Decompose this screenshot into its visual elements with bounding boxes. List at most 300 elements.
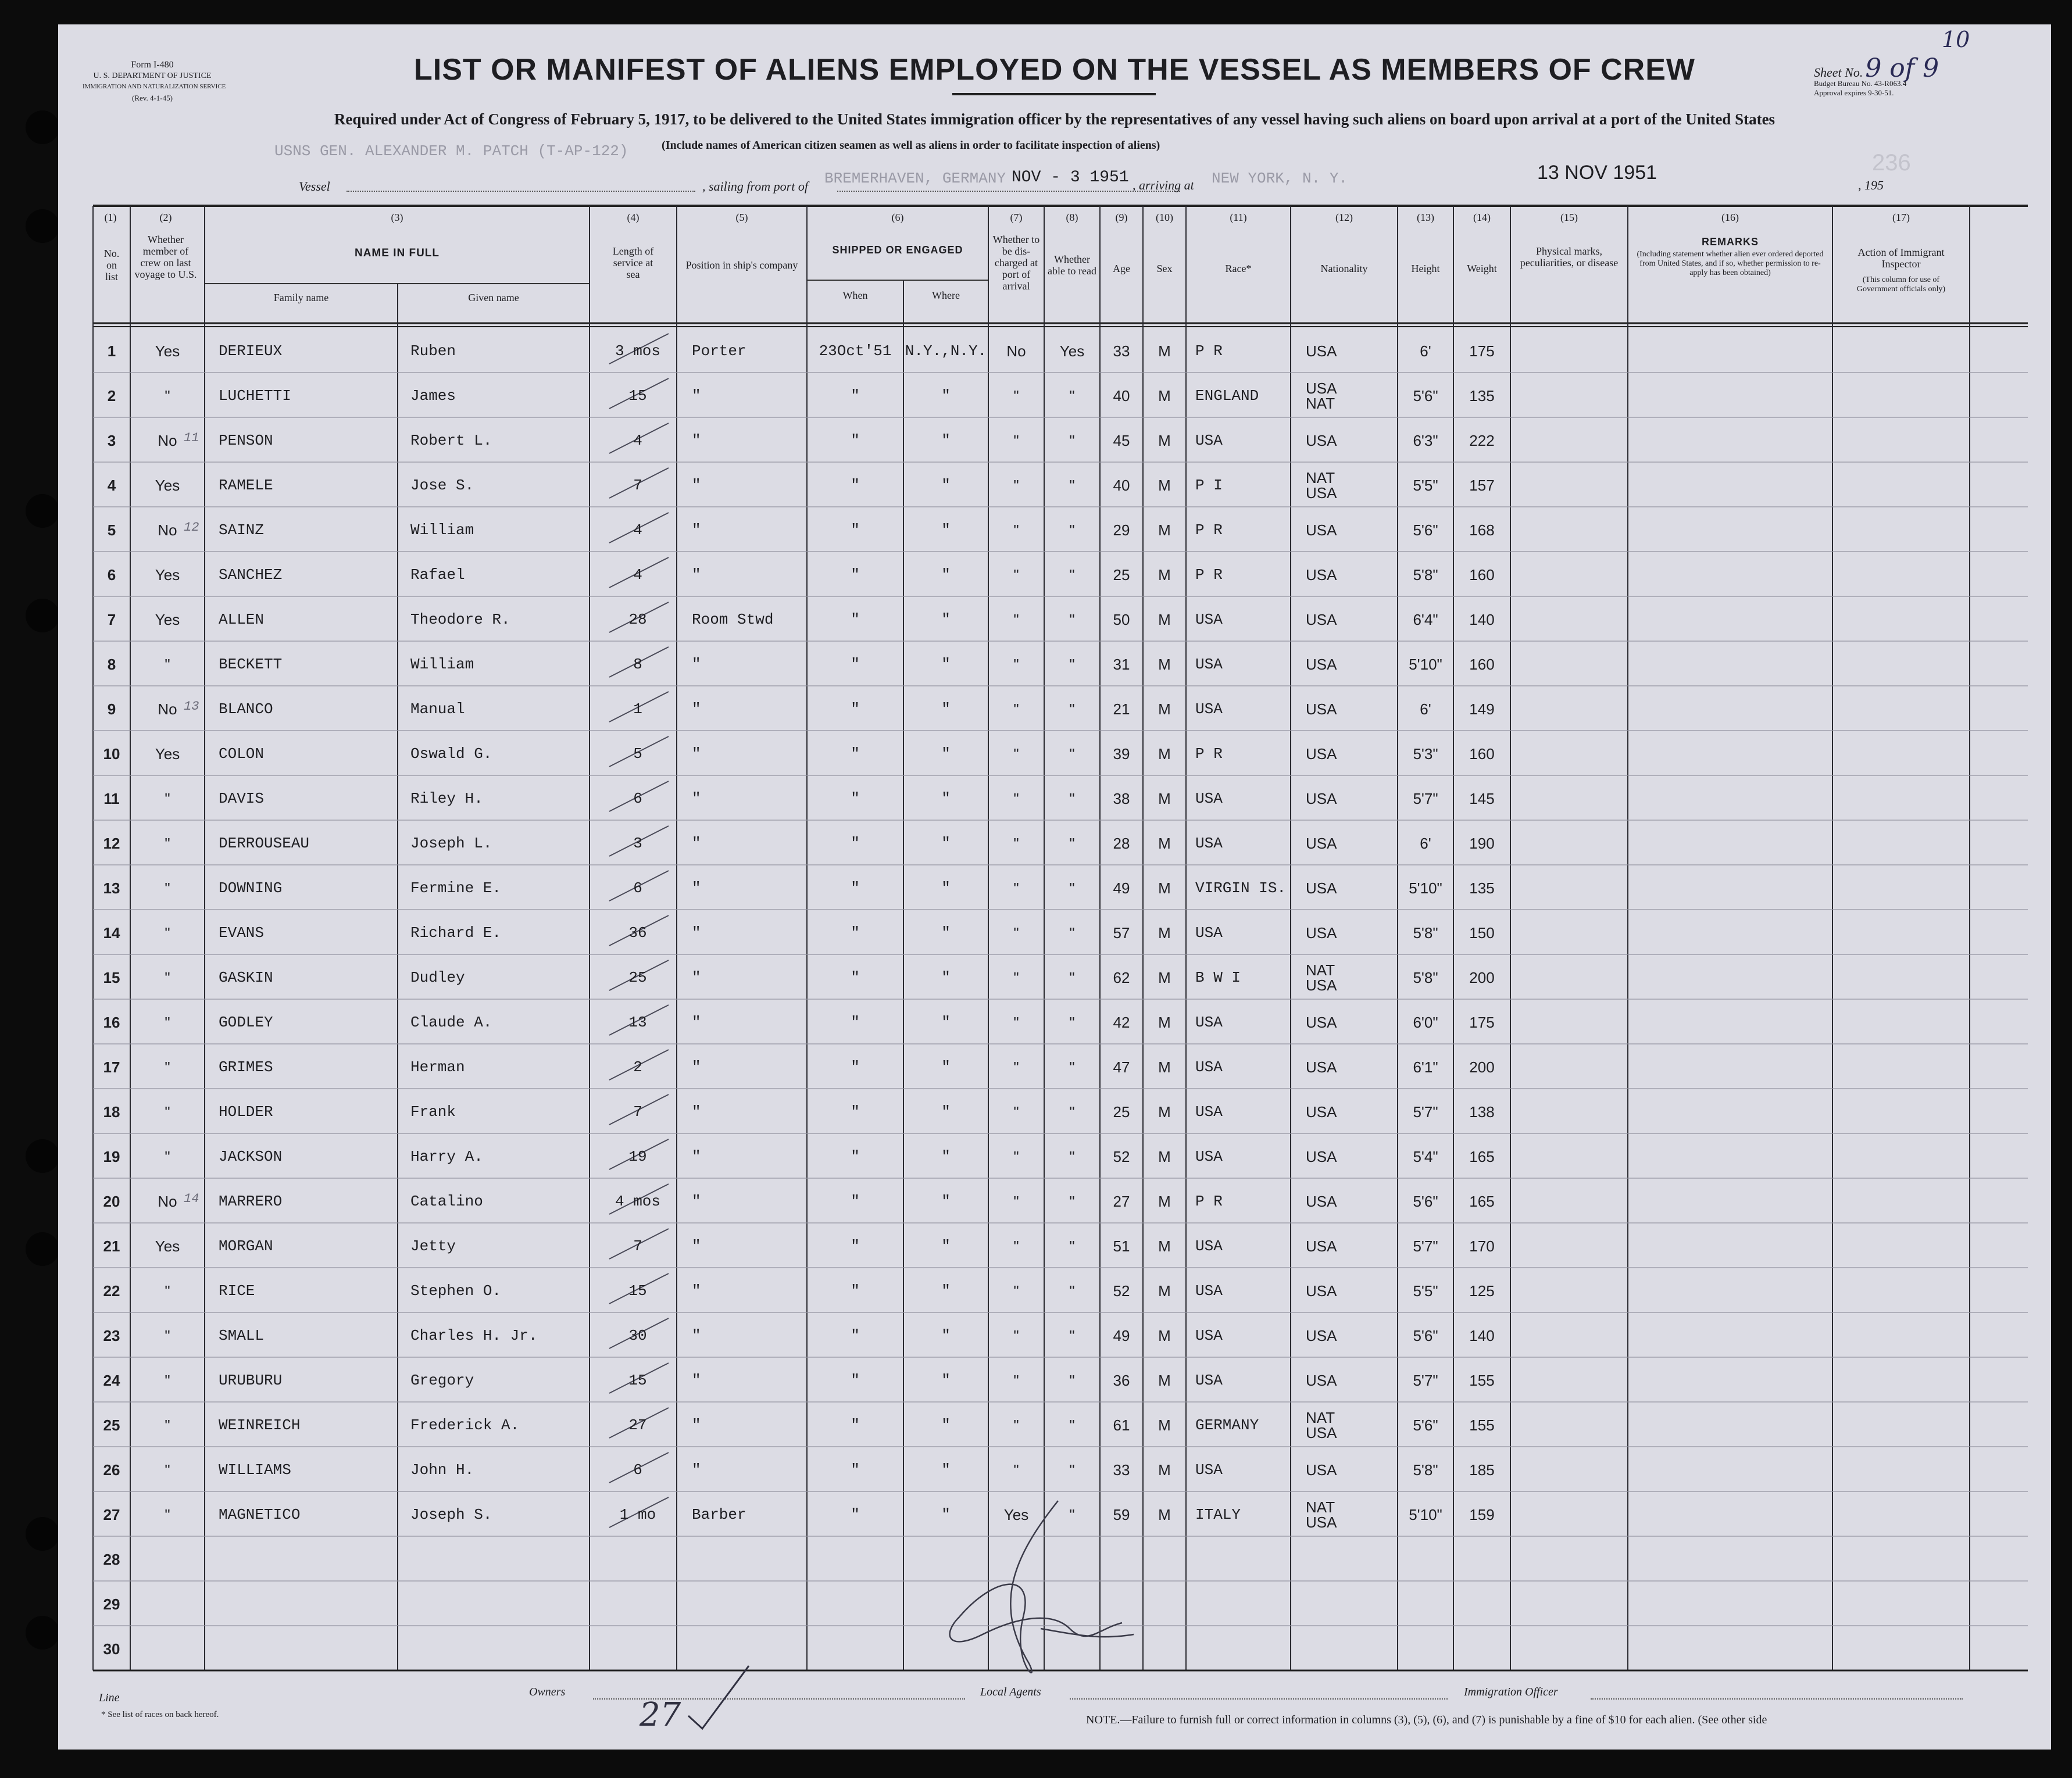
col3-label: NAME IN FULL — [354, 247, 440, 259]
department: U. S. DEPARTMENT OF JUSTICE — [93, 71, 212, 80]
col6-num: (6) — [891, 212, 904, 223]
sailing-label: , sailing from port of — [702, 179, 808, 194]
cell-discharged: " — [1013, 387, 1019, 405]
cell-where: " — [941, 611, 951, 628]
cell-nat: USA — [1306, 835, 1337, 852]
binder-hole — [26, 1139, 59, 1173]
cell-age: 38 — [1113, 790, 1130, 807]
cell-no: 11 — [103, 790, 120, 807]
cell-discharged: " — [1013, 611, 1019, 628]
cell-age: 21 — [1113, 700, 1130, 718]
service: IMMIGRATION AND NATURALIZATION SERVICE — [83, 83, 226, 90]
cell-read: " — [1069, 790, 1075, 807]
cell-height: 5'8" — [1413, 566, 1438, 584]
cell-where: " — [941, 1416, 951, 1434]
cell-service: 7 — [633, 1237, 642, 1255]
cell-where: N.Y.,N.Y. — [905, 342, 987, 360]
cell-position: " — [692, 969, 701, 986]
cell-read: " — [1069, 879, 1075, 897]
cell-race: USA — [1195, 1282, 1223, 1300]
cell-race: USA — [1195, 835, 1223, 852]
cell-height: 5'10" — [1409, 1506, 1442, 1523]
cell-weight: 150 — [1469, 924, 1495, 942]
cell-given: Joseph S. — [410, 1506, 492, 1523]
cell-service: 2 — [633, 1058, 642, 1076]
cell-discharged: " — [1013, 521, 1019, 539]
cell-race: USA — [1195, 1058, 1223, 1076]
col6-label: SHIPPED OR ENGAGED — [832, 244, 963, 256]
cell-prev: " — [165, 1014, 170, 1031]
cell-given: Manual — [410, 700, 465, 718]
cell-prev: Yes — [155, 1237, 180, 1255]
cell-nat: USA NAT — [1306, 380, 1337, 412]
col1-num: (1) — [104, 212, 117, 223]
cell-given: Richard E. — [410, 924, 502, 942]
cell-no: 28 — [103, 1551, 120, 1568]
cell-read: " — [1069, 611, 1075, 628]
cell-given: Frank — [410, 1103, 456, 1121]
cell-age: 47 — [1113, 1058, 1130, 1076]
cell-no: 7 — [107, 611, 116, 628]
cell-sex: M — [1158, 1103, 1171, 1121]
col8-num: (8) — [1066, 212, 1078, 223]
cell-no: 9 — [107, 700, 116, 718]
cell-read: " — [1069, 1193, 1075, 1210]
cell-discharged: " — [1013, 1237, 1019, 1255]
cell-race: USA — [1195, 700, 1223, 718]
cell-no: 4 — [107, 477, 116, 494]
cell-prev: " — [165, 1416, 170, 1434]
cell-age: 52 — [1113, 1148, 1130, 1165]
cell-when: " — [851, 1416, 860, 1434]
cell-position: " — [692, 1461, 701, 1479]
cell-sex: M — [1158, 566, 1171, 584]
cell-when: " — [851, 1237, 860, 1255]
cell-weight: 145 — [1469, 790, 1495, 807]
cell-weight: 175 — [1469, 1014, 1495, 1031]
cell-family: DAVIS — [219, 790, 265, 807]
cell-weight: 157 — [1469, 477, 1495, 494]
cell-where: " — [941, 1014, 951, 1031]
cell-nat: USA — [1306, 700, 1337, 718]
cell-position: Barber — [692, 1506, 746, 1523]
cell-weight: 159 — [1469, 1506, 1495, 1523]
cell-no: 20 — [103, 1193, 120, 1210]
col13-num: (13) — [1417, 212, 1434, 223]
cell-age: 29 — [1113, 521, 1130, 539]
cell-discharged: " — [1013, 1103, 1019, 1121]
cell-age: 40 — [1113, 477, 1130, 494]
cell-discharged: " — [1013, 1282, 1019, 1300]
cell-sex: M — [1158, 1014, 1171, 1031]
cell-height: 5'8" — [1413, 969, 1438, 986]
cell-race: P R — [1195, 566, 1223, 584]
cell-discharged: " — [1013, 1058, 1019, 1076]
cell-no: 15 — [103, 969, 120, 986]
cell-nat: USA — [1306, 1237, 1337, 1255]
col11-label: Race* — [1225, 263, 1252, 274]
col6-when: When — [842, 289, 868, 301]
cell-service: 4 — [633, 566, 642, 584]
cell-race: USA — [1195, 1237, 1223, 1255]
binder-hole — [26, 110, 59, 144]
cell-race: USA — [1195, 1461, 1223, 1479]
cell-race: P I — [1195, 477, 1223, 494]
cell-read: " — [1069, 521, 1075, 539]
cell-discharged: " — [1013, 1372, 1019, 1389]
col2-label: Whether member of crew on last voyage to U.S. — [134, 234, 197, 280]
cell-weight: 125 — [1469, 1282, 1495, 1300]
col16-num: (16) — [1721, 212, 1739, 223]
cell-nat: NAT USA — [1306, 961, 1337, 994]
cell-when: " — [851, 700, 860, 718]
cell-height: 5'7" — [1413, 1237, 1438, 1255]
cell-where: " — [941, 566, 951, 584]
cell-family: HOLDER — [219, 1103, 273, 1121]
cell-given: Frederick A. — [410, 1416, 520, 1434]
cell-prev: Yes — [155, 611, 180, 628]
cell-prev: " — [165, 1461, 170, 1479]
cell-service: 15 — [628, 387, 647, 405]
cell-sex: M — [1158, 745, 1171, 763]
cell-when: " — [851, 1461, 860, 1479]
cell-age: 52 — [1113, 1282, 1130, 1300]
cell-family: MORGAN — [219, 1237, 273, 1255]
cell-sex: M — [1158, 342, 1171, 360]
cell-height: 5'5" — [1413, 1282, 1438, 1300]
cell-race: USA — [1195, 1327, 1223, 1344]
cell-discharged: " — [1013, 1148, 1019, 1165]
col6-where: Where — [932, 289, 960, 301]
cell-where: " — [941, 1148, 951, 1165]
races-note: * See list of races on back hereof. — [101, 1710, 219, 1719]
cell-height: 5'6" — [1413, 387, 1438, 405]
cell-sex: M — [1158, 924, 1171, 942]
cell-weight: 190 — [1469, 835, 1495, 852]
cell-no: 21 — [103, 1237, 120, 1255]
col13-label: Height — [1411, 263, 1440, 274]
budget-line-1: Budget Bureau No. 43-R063.4 — [1814, 79, 1907, 88]
cell-height: 5'10" — [1409, 656, 1442, 673]
cell-no: 30 — [103, 1640, 120, 1658]
cell-sex: M — [1158, 1327, 1171, 1344]
side-number: 11 — [184, 431, 199, 445]
binder-hole — [26, 494, 59, 528]
col17-num: (17) — [1892, 212, 1910, 223]
col1-label: No. on list — [103, 248, 120, 282]
cell-weight: 155 — [1469, 1372, 1495, 1389]
col7-num: (7) — [1010, 212, 1023, 223]
cell-nat: USA — [1306, 1148, 1337, 1165]
cell-prev: No — [158, 521, 177, 539]
col12-label: Nationality — [1320, 263, 1368, 274]
cell-race: B W I — [1195, 969, 1241, 986]
cell-position: " — [692, 1014, 701, 1031]
cell-service: 7 — [633, 477, 642, 494]
cell-service: 15 — [628, 1372, 647, 1389]
cell-when: " — [851, 521, 860, 539]
cell-nat: USA — [1306, 879, 1337, 897]
cell-discharged: " — [1013, 1014, 1019, 1031]
cell-position: " — [692, 387, 701, 405]
sailing-port: BREMERHAVEN, GERMANY — [824, 170, 1006, 187]
cell-race: USA — [1195, 1372, 1223, 1389]
cell-age: 42 — [1113, 1014, 1130, 1031]
cell-where: " — [941, 521, 951, 539]
cell-age: 36 — [1113, 1372, 1130, 1389]
cell-prev: " — [165, 790, 170, 807]
cell-no: 8 — [107, 656, 116, 673]
cell-prev: No — [158, 1193, 177, 1210]
cell-nat: USA — [1306, 521, 1337, 539]
year-suffix: , 195 — [1858, 178, 1884, 192]
cell-weight: 175 — [1469, 342, 1495, 360]
cell-given: William — [410, 656, 474, 673]
cell-service: 1 — [633, 700, 642, 718]
cell-position: " — [692, 1237, 701, 1255]
cell-weight: 185 — [1469, 1461, 1495, 1479]
cell-race: P R — [1195, 745, 1223, 763]
cell-sex: M — [1158, 1461, 1171, 1479]
cell-race: ITALY — [1195, 1506, 1241, 1523]
cell-no: 6 — [107, 566, 116, 584]
col15-num: (15) — [1560, 212, 1578, 223]
penalty-note: NOTE.—Failure to furnish full or correct information in columns (3), (5), (6), and (7) is punishable by a fine of $10 for each alien. (See other side — [1086, 1713, 1767, 1726]
cell-height: 6' — [1420, 700, 1431, 718]
cell-family: URUBURU — [219, 1372, 283, 1389]
cell-service: 1 mo — [619, 1506, 656, 1523]
arrival-stamp: 13 NOV 1951 — [1537, 162, 1657, 184]
cell-weight: 168 — [1469, 521, 1495, 539]
cell-family: PENSON — [219, 432, 273, 449]
page-title: LIST OR MANIFEST OF ALIENS EMPLOYED ON THE VESSEL AS MEMBERS OF CREW — [414, 53, 1695, 87]
cell-read: " — [1069, 1461, 1075, 1479]
cell-given: John H. — [410, 1461, 474, 1479]
cell-age: 51 — [1113, 1237, 1130, 1255]
cell-no: 17 — [103, 1058, 120, 1076]
cell-service: 27 — [628, 1416, 647, 1434]
cell-family: WEINREICH — [219, 1416, 301, 1434]
cell-discharged: " — [1013, 835, 1019, 852]
cell-nat: NAT USA — [1306, 1498, 1337, 1531]
budget-line-2: Approval expires 9-30-51. — [1814, 88, 1894, 97]
cell-sex: M — [1158, 432, 1171, 449]
cell-prev: " — [165, 1058, 170, 1076]
cell-read: " — [1069, 1148, 1075, 1165]
cell-age: 49 — [1113, 879, 1130, 897]
cell-height: 5'8" — [1413, 924, 1438, 942]
cell-where: " — [941, 1237, 951, 1255]
cell-position: " — [692, 432, 701, 449]
cell-sex: M — [1158, 835, 1171, 852]
cell-no: 22 — [103, 1282, 120, 1300]
cell-sex: M — [1158, 790, 1171, 807]
cell-nat: USA — [1306, 566, 1337, 584]
cell-prev: No — [158, 700, 177, 718]
cell-given: Riley H. — [410, 790, 483, 807]
cell-position: " — [692, 1327, 701, 1344]
cell-when: " — [851, 879, 860, 897]
cell-nat: USA — [1306, 342, 1337, 360]
cell-service: 4 — [633, 432, 642, 449]
col5-num: (5) — [735, 212, 748, 223]
cell-read: Yes — [1059, 342, 1085, 360]
footer-owners-label: Owners — [529, 1686, 566, 1698]
cell-position: Porter — [692, 342, 746, 360]
cell-where: " — [941, 790, 951, 807]
cell-race: P R — [1195, 1193, 1223, 1210]
cell-position: " — [692, 1193, 701, 1210]
cell-read: " — [1069, 745, 1075, 763]
cell-family: GODLEY — [219, 1014, 273, 1031]
cell-service: 15 — [628, 1282, 647, 1300]
cell-given: Joseph L. — [410, 835, 492, 852]
required-text: Required under Act of Congress of February 5, 1917, to be delivered to the United States immigration officer by the representatives of any vessel having such aliens on board upon arrival at a port of the United States — [334, 110, 1776, 128]
cell-given: Fermine E. — [410, 879, 502, 897]
cell-when: " — [851, 1148, 860, 1165]
cell-age: 39 — [1113, 745, 1130, 763]
cell-nat: USA — [1306, 1372, 1337, 1389]
cell-service: 8 — [633, 656, 642, 673]
cell-sex: M — [1158, 879, 1171, 897]
cell-given: Stephen O. — [410, 1282, 502, 1300]
cell-age: 33 — [1113, 342, 1130, 360]
cell-prev: Yes — [155, 745, 180, 763]
cell-weight: 155 — [1469, 1416, 1495, 1434]
cell-race: USA — [1195, 1014, 1223, 1031]
cell-family: MAGNETICO — [219, 1506, 301, 1523]
cell-family: SMALL — [219, 1327, 265, 1344]
cell-position: " — [692, 835, 701, 852]
cell-prev: No — [158, 432, 177, 449]
cell-when: " — [851, 745, 860, 763]
binder-hole — [26, 1232, 59, 1266]
cell-nat: USA — [1306, 745, 1337, 763]
cell-given: Oswald G. — [410, 745, 492, 763]
cell-family: SANCHEZ — [219, 566, 283, 584]
cell-read: " — [1069, 1416, 1075, 1434]
cell-age: 59 — [1113, 1506, 1130, 1523]
cell-read: " — [1069, 432, 1075, 449]
cell-age: 31 — [1113, 656, 1130, 673]
cell-race: USA — [1195, 656, 1223, 673]
footer-dotline-officer — [1591, 1698, 1963, 1700]
cell-age: 33 — [1113, 1461, 1130, 1479]
cell-where: " — [941, 432, 951, 449]
cell-where: " — [941, 1506, 951, 1523]
cell-where: " — [941, 1372, 951, 1389]
cell-age: 45 — [1113, 432, 1130, 449]
cell-weight: 222 — [1469, 432, 1495, 449]
cell-where: " — [941, 1327, 951, 1344]
corner-number: 10 — [1942, 27, 1970, 52]
cell-prev: Yes — [155, 566, 180, 584]
footer-line-label: Line — [99, 1691, 120, 1704]
side-number: 13 — [184, 699, 199, 714]
cell-given: Dudley — [410, 969, 465, 986]
cell-read: " — [1069, 1282, 1075, 1300]
sheet-handwritten: 9 of 9 — [1865, 53, 1939, 83]
cell-age: 28 — [1113, 835, 1130, 852]
cell-when: " — [851, 1014, 860, 1031]
cell-family: LUCHETTI — [219, 387, 291, 405]
cell-race: P R — [1195, 521, 1223, 539]
cell-height: 5'7" — [1413, 1372, 1438, 1389]
cell-when: " — [851, 477, 860, 494]
cell-when: " — [851, 566, 860, 584]
cell-sex: M — [1158, 1372, 1171, 1389]
cell-no: 1 — [107, 342, 116, 360]
cell-position: " — [692, 700, 701, 718]
cell-weight: 138 — [1469, 1103, 1495, 1121]
cell-where: " — [941, 1193, 951, 1210]
cell-read: " — [1069, 1237, 1075, 1255]
cell-nat: USA — [1306, 611, 1337, 628]
cell-read: " — [1069, 969, 1075, 986]
cell-when: " — [851, 1103, 860, 1121]
cell-where: " — [941, 879, 951, 897]
cell-nat: USA — [1306, 1193, 1337, 1210]
cell-height: 5'7" — [1413, 790, 1438, 807]
cell-no: 13 — [103, 879, 120, 897]
binder-hole — [26, 1517, 59, 1551]
cell-family: RICE — [219, 1282, 255, 1300]
cell-weight: 165 — [1469, 1148, 1495, 1165]
col17-sub: (This column for use of Government officials only) — [1856, 276, 1946, 294]
cell-weight: 160 — [1469, 566, 1495, 584]
footer-dotline-agents — [1070, 1698, 1448, 1700]
col8-label: Whether able to read — [1048, 253, 1096, 277]
cell-height: 5'6" — [1413, 1193, 1438, 1210]
cell-given: Robert L. — [410, 432, 492, 449]
cell-position: Room Stwd — [692, 611, 774, 628]
cell-height: 6'4" — [1413, 611, 1438, 628]
cell-when: " — [851, 1282, 860, 1300]
cell-weight: 140 — [1469, 611, 1495, 628]
cell-where: " — [941, 656, 951, 673]
cell-no: 19 — [103, 1148, 120, 1165]
arriving-label: , arriving at — [1133, 178, 1194, 192]
cell-when: " — [851, 835, 860, 852]
cell-race: USA — [1195, 1103, 1223, 1121]
cell-service: 28 — [628, 611, 647, 628]
cell-no: 18 — [103, 1103, 120, 1121]
cell-family: JACKSON — [219, 1148, 283, 1165]
binder-hole — [26, 1616, 59, 1650]
cell-prev: " — [165, 969, 170, 986]
cell-read: " — [1069, 835, 1075, 852]
col12-num: (12) — [1335, 212, 1353, 223]
cell-height: 5'6" — [1413, 1416, 1438, 1434]
cell-family: RAMELE — [219, 477, 273, 494]
cell-prev: " — [165, 1372, 170, 1389]
cell-race: USA — [1195, 611, 1223, 628]
cell-family: GRIMES — [219, 1058, 273, 1076]
cell-sex: M — [1158, 1506, 1171, 1523]
cell-family: GASKIN — [219, 969, 273, 986]
cell-prev: " — [165, 924, 170, 942]
cell-given: Theodore R. — [410, 611, 510, 628]
cell-where: " — [941, 700, 951, 718]
cell-discharged: " — [1013, 477, 1019, 494]
cell-when: " — [851, 969, 860, 986]
cell-no: 10 — [103, 745, 120, 763]
cell-nat: USA — [1306, 656, 1337, 673]
col7-label: Whether to be dis-charged at port of arrival — [992, 234, 1040, 292]
col3-given: Given name — [468, 292, 519, 303]
cell-no: 2 — [107, 387, 116, 405]
cell-given: James — [410, 387, 456, 405]
